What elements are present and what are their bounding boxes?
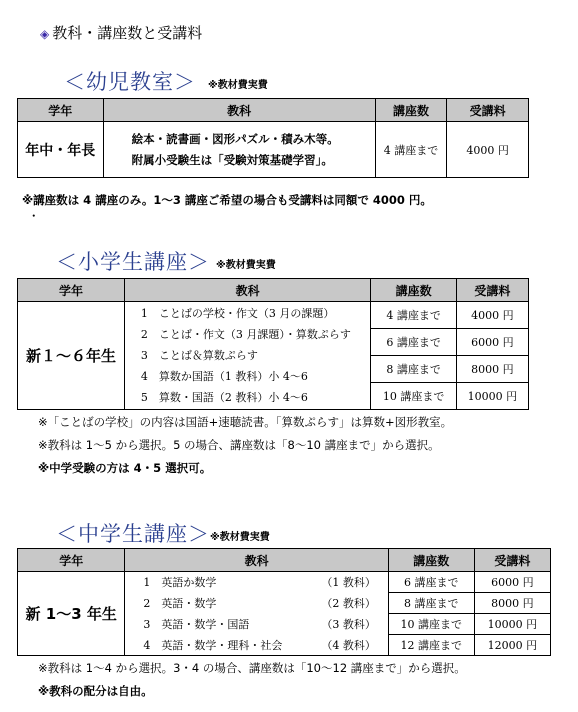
table-row xyxy=(18,122,529,178)
courses-cell: 6 講座まで xyxy=(388,572,474,593)
header-subject: 教科 xyxy=(103,99,375,122)
header-courses: 講座数 xyxy=(371,279,456,302)
header-subject: 教科 xyxy=(124,279,371,302)
courses-cell: 8 講座まで xyxy=(371,356,456,383)
fee-cell: 12000 円 xyxy=(474,635,550,656)
elementary-footnote: ※中学受験の方は 4・5 選択可。 xyxy=(38,461,212,475)
fee-cell: 10000 円 xyxy=(474,614,550,635)
subject-line: 4 算数か国語（1 教科）小 4～6 xyxy=(140,370,308,383)
header-grade: 学年 xyxy=(18,549,125,572)
subject-number: 1 xyxy=(143,576,151,590)
preschool-title: ＜幼児教室＞ xyxy=(64,70,196,94)
page-title-text: 教科・講座数と受講料 xyxy=(52,24,203,42)
subject-name: 英語か数学 xyxy=(161,576,217,590)
courses-cell: 10 講座まで xyxy=(371,383,456,410)
fee-cell: 8000 円 xyxy=(474,593,550,614)
subject-count: （3 教科） xyxy=(321,618,376,631)
table-row xyxy=(18,572,551,593)
courses-cell: 6 講座まで xyxy=(371,329,456,356)
junior-high-material-note: ※教材費実費 xyxy=(210,532,270,543)
diamond-icon: ◈ xyxy=(40,27,50,41)
header-fee: 受講料 xyxy=(456,279,528,302)
bullet-dot: ・ xyxy=(28,209,40,223)
preschool-table xyxy=(17,98,529,178)
header-courses: 講座数 xyxy=(375,99,447,122)
subject-line: 3 ことば＆算数ぷらす xyxy=(140,349,258,362)
header-fee: 受講料 xyxy=(447,99,529,122)
table-header-row xyxy=(18,549,551,572)
table-header-row xyxy=(18,279,529,302)
courses-cell: 12 講座まで xyxy=(388,635,474,656)
header-grade: 学年 xyxy=(18,99,104,122)
fee-cell: 4000 円 xyxy=(447,122,529,178)
junior-high-footnote: ※教科の配分は自由。 xyxy=(38,684,153,698)
elementary-footnote: ※教科は 1～5 から選択。5 の場合、講座数は「8～10 講座まで」から選択。 xyxy=(38,438,440,452)
elementary-table xyxy=(17,278,529,410)
subject-cell xyxy=(125,614,389,635)
header-subject: 教科 xyxy=(125,549,389,572)
subject-name: 英語・数学 xyxy=(161,597,217,610)
fee-cell: 6000 円 xyxy=(456,329,528,356)
junior-high-table xyxy=(17,548,551,656)
elementary-footnote: ※「ことばの学校」の内容は国語+速聴読書。「算数ぷらす」は算数+図形教室。 xyxy=(38,415,453,429)
subject-cell xyxy=(103,122,375,178)
preschool-material-note: ※教材費実費 xyxy=(208,80,268,91)
elementary-material-note: ※教材費実費 xyxy=(216,260,276,271)
header-courses: 講座数 xyxy=(388,549,474,572)
grade-cell: 新１～６年生 xyxy=(18,302,125,410)
subject-name: 英語・数学・国語 xyxy=(161,618,250,631)
subject-cell xyxy=(125,635,389,656)
elementary-title: ＜小学生講座＞ xyxy=(56,250,210,274)
subject-number: 4 xyxy=(143,638,151,652)
table-header-row xyxy=(18,99,529,122)
subject-cell xyxy=(124,302,371,410)
junior-high-footnote: ※教科は 1～4 から選択。3・4 の場合、講座数は「10～12 講座まで」から選択。 xyxy=(38,661,466,675)
subject-count: （1 教科） xyxy=(321,576,376,590)
header-fee: 受講料 xyxy=(474,549,550,572)
subject-number: 3 xyxy=(143,618,151,631)
subject-line: 2 ことば・作文（3 月課題）・算数ぷらす xyxy=(140,328,351,341)
fee-cell: 10000 円 xyxy=(456,383,528,410)
courses-cell: 10 講座まで xyxy=(388,614,474,635)
header-grade: 学年 xyxy=(18,279,125,302)
fee-cell: 8000 円 xyxy=(456,356,528,383)
courses-cell: 4 講座まで xyxy=(375,122,447,178)
subject-line: 附属小受験生は「受験対策基礎学習」。 xyxy=(131,152,333,167)
subject-count: （2 教科） xyxy=(321,597,376,610)
subject-number: 2 xyxy=(143,597,151,610)
courses-cell: 8 講座まで xyxy=(388,593,474,614)
grade-cell: 年中・年長 xyxy=(18,122,104,178)
grade-cell: 新 1～3 年生 xyxy=(18,572,125,656)
subject-cell xyxy=(125,593,389,614)
page-title xyxy=(40,22,202,43)
subject-line: 5 算数・国語（2 教科）小 4～6 xyxy=(140,391,308,404)
subject-line: 絵本・読書画・図形パズル・積み木等。 xyxy=(131,131,339,146)
subject-count: （4 教科） xyxy=(321,638,376,652)
courses-cell: 4 講座まで xyxy=(371,302,456,329)
subject-cell xyxy=(125,572,389,593)
subject-name: 英語・数学・理科・社会 xyxy=(161,638,283,652)
fee-cell: 6000 円 xyxy=(474,572,550,593)
table-row xyxy=(18,302,529,329)
subject-line: 1 ことばの学校・作文（3 月の課題） xyxy=(140,307,335,320)
junior-high-title: ＜中学生講座＞ xyxy=(56,522,210,546)
preschool-footnote: ※講座数は 4 講座のみ。1～3 講座ご希望の場合も受講料は同額で 4000 円。 xyxy=(22,193,432,207)
fee-cell: 4000 円 xyxy=(456,302,528,329)
